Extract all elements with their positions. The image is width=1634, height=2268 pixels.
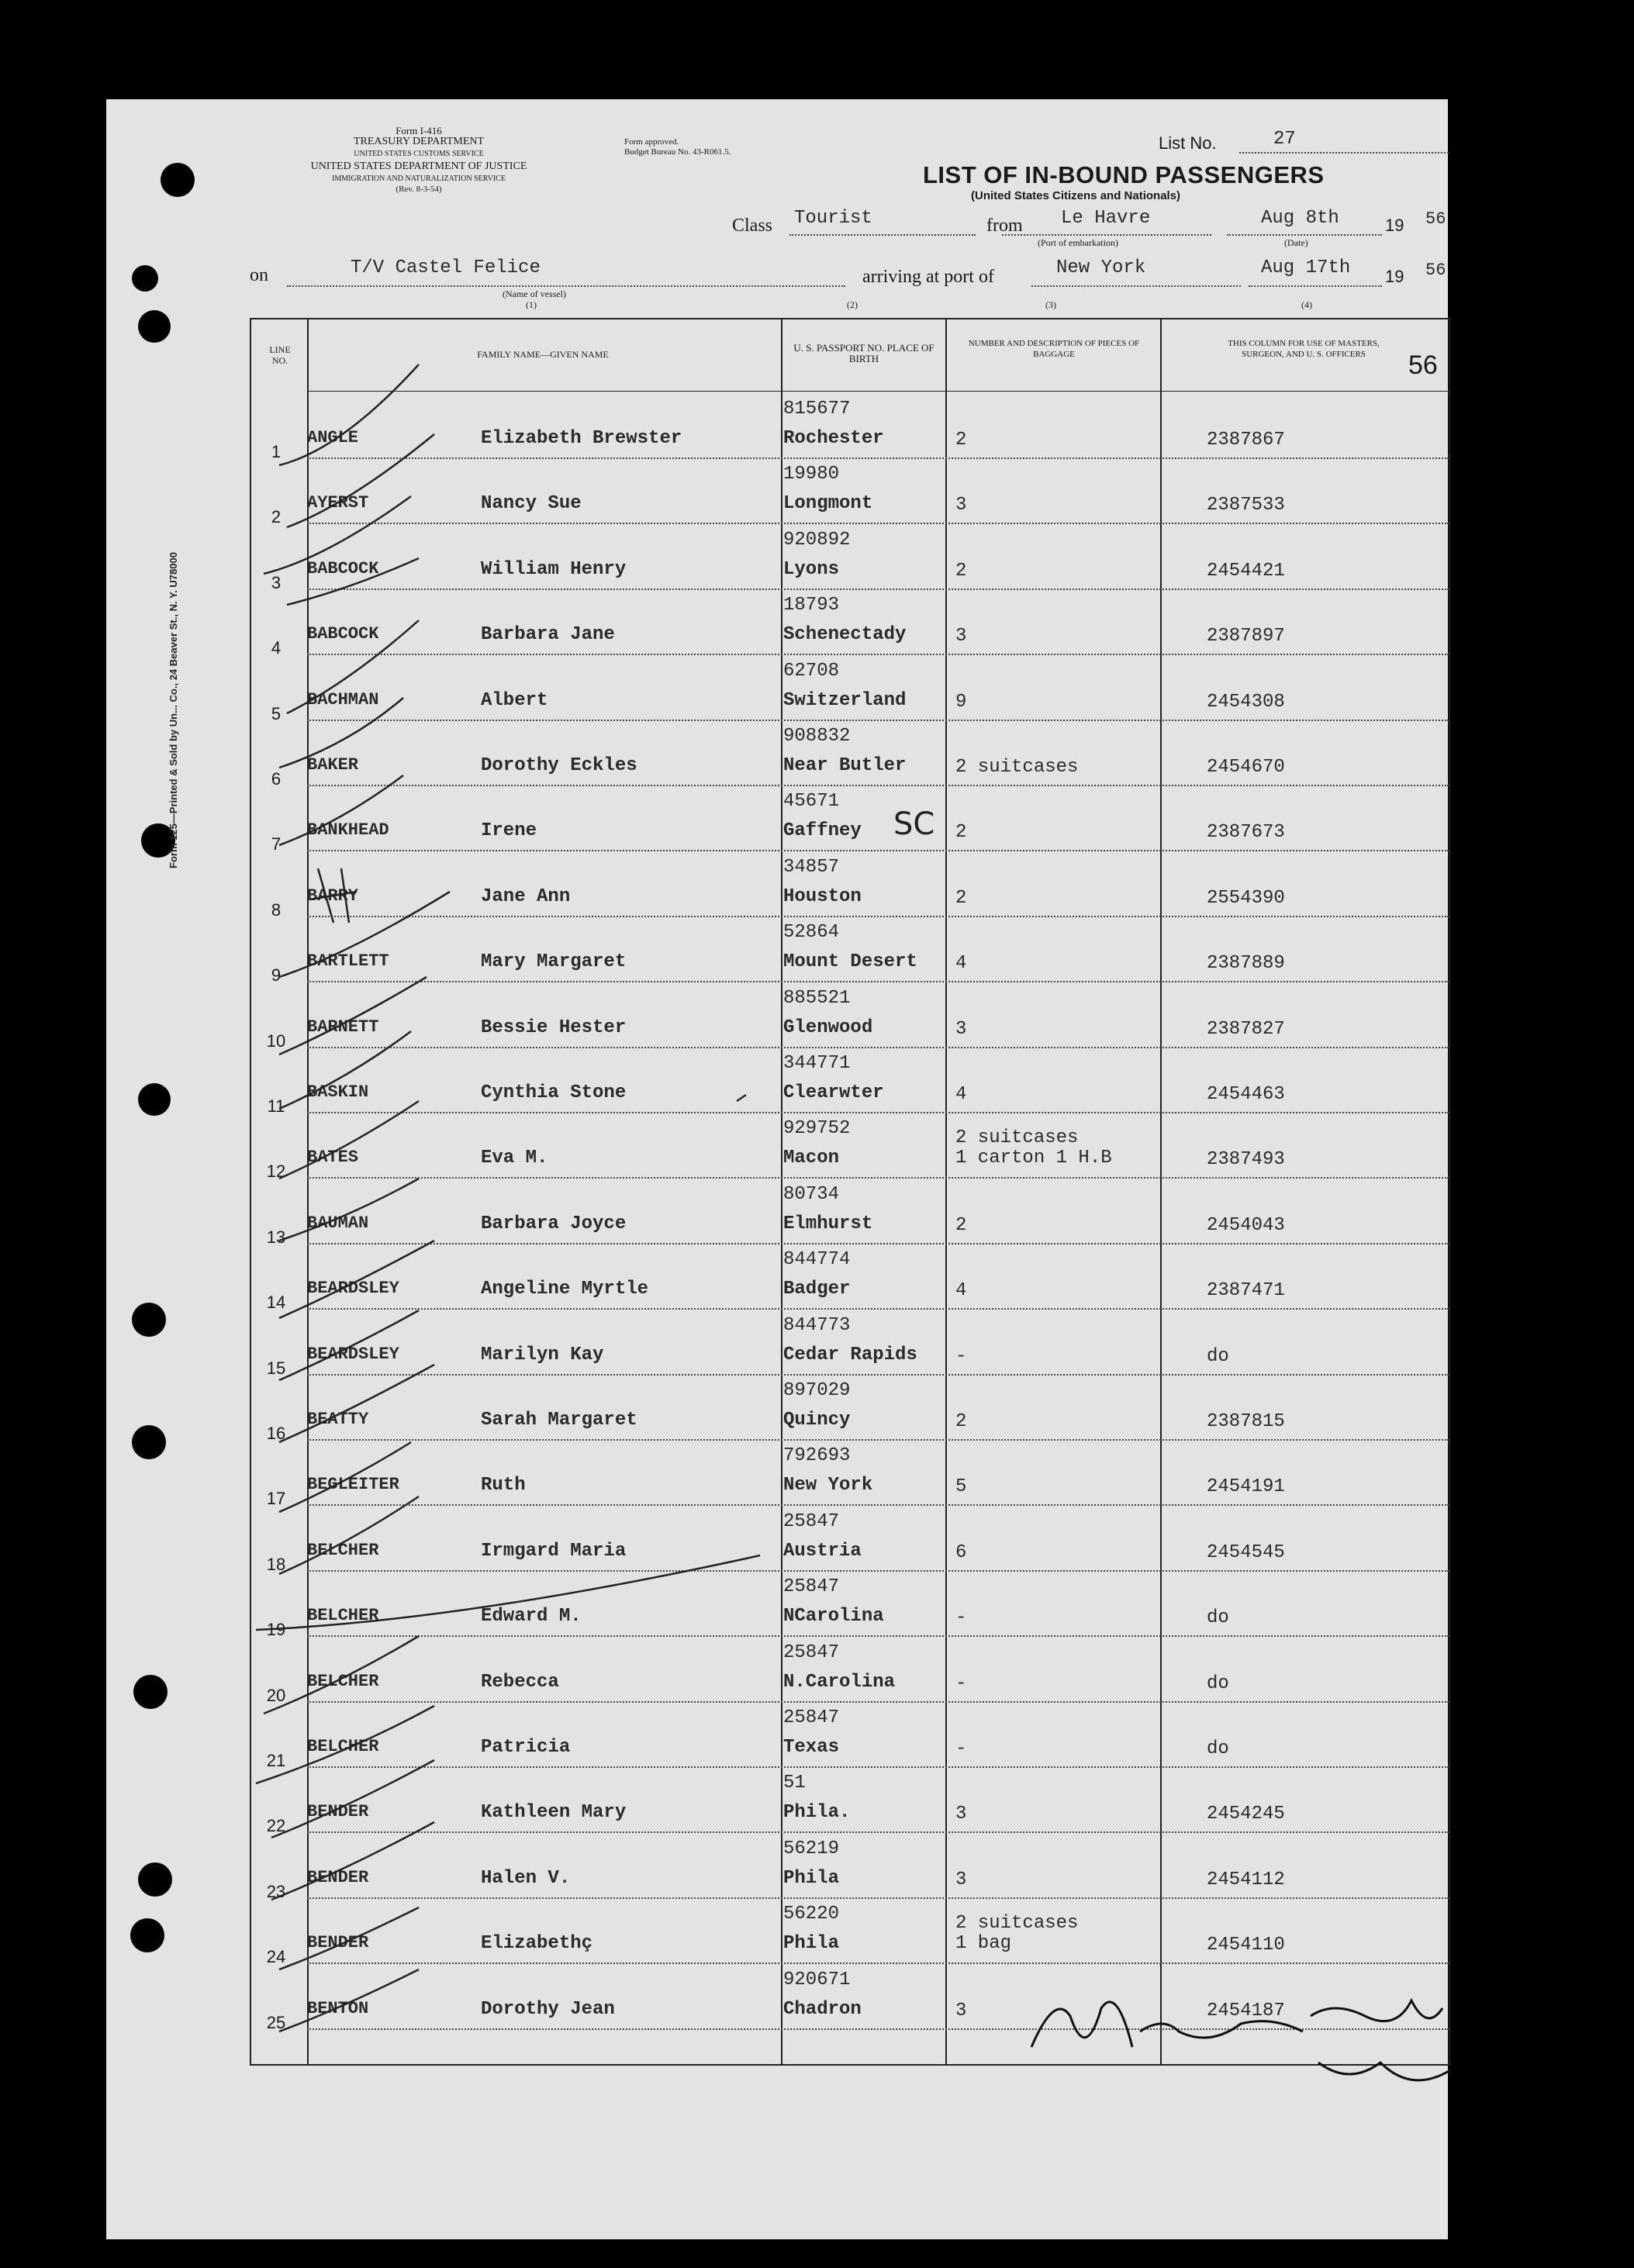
class-line <box>789 234 976 236</box>
passport-number: 19980 <box>783 464 840 485</box>
baggage: 3 <box>955 2000 967 2021</box>
row-dotted-line <box>307 2028 1449 2030</box>
passport-number: 897029 <box>783 1380 851 1401</box>
row-dotted-line <box>307 1701 1449 1703</box>
ins-service: IMMIGRATION AND NATURALIZATION SERVICE <box>332 174 506 183</box>
row-dotted-line <box>307 1766 1449 1768</box>
row-dotted-line <box>307 916 1449 917</box>
officer-entry: 2387867 <box>1207 430 1285 450</box>
officer-entry: do <box>1207 1673 1229 1694</box>
place-of-birth: Badger <box>783 1279 851 1300</box>
family-name: BARNETT <box>307 1017 379 1037</box>
family-name: BABCOCK <box>307 624 379 644</box>
arrival-year: 56 <box>1425 261 1446 280</box>
passport-number: 18793 <box>783 595 840 616</box>
place-of-birth: N.Carolina <box>783 1671 896 1693</box>
family-name: AYERST <box>307 493 369 513</box>
place-of-birth: Chadron <box>783 1998 862 2020</box>
passport-number: 929752 <box>783 1118 851 1140</box>
row-dotted-line <box>307 785 1449 786</box>
given-name: William Henry <box>481 558 627 580</box>
baggage: 2 <box>955 822 967 844</box>
given-name: Jane Ann <box>481 885 571 907</box>
line-number: 12 <box>266 1162 286 1182</box>
line-number: 6 <box>271 769 282 789</box>
header-line-no: LINE NO. <box>269 344 291 366</box>
place-of-birth: Phila. <box>783 1802 851 1824</box>
baggage: 4 <box>955 1084 967 1105</box>
place-of-birth: Clearwter <box>783 1082 884 1103</box>
family-name: BELCHER <box>307 1540 379 1560</box>
place-of-birth: Gaffney <box>783 820 862 842</box>
baggage: - <box>955 1673 967 1694</box>
punch-hole <box>133 1675 168 1709</box>
passport-number: 56220 <box>783 1904 840 1925</box>
embark-caption: (Port of embarkation) <box>1038 237 1118 248</box>
table-left-border <box>250 318 251 2066</box>
line-number: 2 <box>271 507 282 527</box>
passport-number: 25847 <box>783 1707 840 1728</box>
passport-number: 51 <box>783 1773 806 1794</box>
officer-entry: do <box>1207 1738 1229 1759</box>
row-dotted-line <box>307 1243 1449 1244</box>
line-number: 23 <box>266 1881 286 1901</box>
place-of-birth: Austria <box>783 1540 862 1562</box>
printer-imprint: Form 125—Printed & Sold by Un... Co., 24 Beaver St., N. Y. U78000 <box>168 552 179 868</box>
budget-bureau: Budget Bureau No. 43-R061.5. <box>624 147 731 157</box>
line-number: 1 <box>271 442 282 461</box>
line-number: 9 <box>271 965 282 986</box>
date-caption: (Date) <box>1284 237 1308 248</box>
line-number: 21 <box>266 1751 286 1770</box>
given-name: Elizabethç <box>481 1933 593 1955</box>
family-name: BELCHER <box>307 1737 379 1756</box>
passport-number: 815677 <box>783 399 851 419</box>
baggage-extra: 1 bag <box>955 1933 1012 1955</box>
baggage: 5 <box>955 1476 967 1498</box>
officer-entry: 2387673 <box>1207 822 1285 844</box>
place-of-birth: Switzerland <box>783 689 907 711</box>
given-name: Edward M. <box>481 1606 582 1628</box>
punch-hole <box>130 1918 164 1952</box>
row-dotted-line <box>307 1374 1449 1376</box>
family-name: BARRY <box>307 885 359 906</box>
line-number: 18 <box>266 1554 286 1574</box>
passport-number: 52864 <box>783 922 840 944</box>
officer-entry: do <box>1207 1607 1229 1629</box>
page-subtitle: (United States Citizens and Nationals) <box>971 189 1181 202</box>
line-number: 24 <box>266 1947 286 1967</box>
header-passport: U. S. PASSPORT NO. PLACE OF BIRTH <box>793 342 934 364</box>
table-bottom-border <box>250 2064 1450 2066</box>
passport-number: 25847 <box>783 1576 840 1598</box>
officer-entry: 2454110 <box>1207 1935 1285 1956</box>
punch-hole <box>138 310 171 343</box>
place-of-birth: Macon <box>783 1148 840 1169</box>
punch-hole <box>161 163 195 197</box>
line-number: 7 <box>271 834 282 854</box>
punch-hole <box>138 1862 172 1897</box>
family-name: ANGLE <box>307 428 359 447</box>
place-of-birth: Mount Desert <box>783 951 917 973</box>
given-name: Dorothy Eckles <box>481 755 637 776</box>
line-number: 17 <box>266 1489 286 1509</box>
vessel-line <box>287 285 845 287</box>
line-number: 3 <box>271 572 282 592</box>
officer-entry: 2454308 <box>1207 691 1285 713</box>
header-officers: THIS COLUMN FOR USE OF MASTERS, SURGEON, AND U. S. OFFICERS <box>1228 339 1380 359</box>
baggage: 2 <box>955 887 967 909</box>
customs-service: UNITED STATES CUSTOMS SERVICE <box>354 150 484 158</box>
row-dotted-line <box>307 589 1449 590</box>
family-name: BANKHEAD <box>307 820 389 841</box>
officer-entry: 2454187 <box>1207 2000 1285 2021</box>
place-of-birth: Houston <box>783 885 862 907</box>
family-name: BELCHER <box>307 1606 379 1626</box>
row-dotted-line <box>307 1439 1449 1441</box>
family-name: BAKER <box>307 755 359 775</box>
justice-dept: UNITED STATES DEPARTMENT OF JUSTICE <box>310 161 527 172</box>
col-divider-baggage <box>1160 318 1162 2066</box>
baggage: 2 <box>955 1411 967 1432</box>
baggage-extra: 1 carton 1 H.B <box>955 1148 1112 1169</box>
passport-number: 344771 <box>783 1053 851 1074</box>
table-right-border <box>1449 318 1450 2066</box>
list-no-label: List No. <box>1159 133 1217 153</box>
given-name: Patricia <box>481 1737 571 1758</box>
arrival-port-line <box>1031 285 1241 287</box>
treasury-dept: TREASURY DEPARTMENT <box>353 136 485 147</box>
class-label: Class <box>732 216 773 236</box>
header-baggage: NUMBER AND DESCRIPTION OF PIECES OF BAGGAGE <box>968 339 1140 359</box>
line-number: 25 <box>266 2012 286 2032</box>
given-name: Elizabeth Brewster <box>481 428 682 449</box>
place-of-birth: Cedar Rapids <box>783 1344 917 1365</box>
passport-number: 25847 <box>783 1641 840 1663</box>
passport-number: 844774 <box>783 1249 851 1271</box>
given-name: Albert <box>481 689 548 711</box>
line-number: 19 <box>266 1620 286 1640</box>
passport-number: 34857 <box>783 856 840 878</box>
page-title: LIST OF IN-BOUND PASSENGERS <box>923 161 1325 188</box>
row-dotted-line <box>307 1897 1449 1899</box>
passport-number: 62708 <box>783 660 840 682</box>
baggage: 2 suitcases <box>955 757 1079 778</box>
arrival-date: Aug 17th <box>1261 257 1351 278</box>
given-name: Barbara Jane <box>481 624 615 646</box>
row-dotted-line <box>307 1047 1449 1048</box>
row-dotted-line <box>307 1504 1449 1506</box>
officer-entry: 2387889 <box>1207 953 1285 975</box>
family-name: BACHMAN <box>307 689 379 709</box>
passport-number: 45671 <box>783 791 840 813</box>
row-dotted-line <box>307 1831 1449 1833</box>
given-name: Dorothy Jean <box>481 1998 615 2020</box>
place-of-birth: Phila <box>783 1933 840 1955</box>
from-label: from <box>986 216 1023 236</box>
form-number: Form I-416 <box>396 125 442 136</box>
given-name: Kathleen Mary <box>481 1802 627 1824</box>
baggage: 3 <box>955 1804 967 1825</box>
officer-entry: do <box>1207 1345 1229 1367</box>
place-of-birth: Phila <box>783 1867 840 1889</box>
family-name: BENTON <box>307 1998 369 2018</box>
punch-hole <box>132 1425 166 1459</box>
given-name: Marilyn Kay <box>481 1344 604 1365</box>
line-number: 11 <box>267 1096 285 1116</box>
family-name: BEGLEITER <box>307 1475 399 1495</box>
line-number: 22 <box>266 1816 286 1836</box>
place-of-birth: Texas <box>783 1737 840 1758</box>
line-number: 14 <box>266 1293 286 1313</box>
depart-year: 56 <box>1425 209 1446 229</box>
family-name: BARTLETT <box>307 951 389 972</box>
baggage: 2 <box>955 1214 967 1236</box>
place-of-birth: NCarolina <box>783 1606 884 1628</box>
baggage: 4 <box>955 953 967 975</box>
given-name: Angeline Myrtle <box>481 1279 649 1300</box>
place-of-birth: Rochester <box>783 428 884 449</box>
family-name: BELCHER <box>307 1671 379 1691</box>
passport-number: 80734 <box>783 1183 840 1205</box>
baggage: 3 <box>955 495 967 516</box>
family-name: BAUMAN <box>307 1213 369 1233</box>
family-name: BEATTY <box>307 1410 369 1429</box>
line-number: 15 <box>266 1358 286 1378</box>
line-number: 20 <box>266 1685 286 1705</box>
row-dotted-line <box>307 1177 1449 1179</box>
line-number: 16 <box>266 1424 286 1443</box>
baggage: 2 suitcases <box>955 1127 1079 1149</box>
row-dotted-line <box>307 1962 1449 1964</box>
family-name: BASKIN <box>307 1082 369 1102</box>
header-name: FAMILY NAME—GIVEN NAME <box>477 349 609 360</box>
row-dotted-line <box>307 1635 1449 1637</box>
given-name: Irmgard Maria <box>481 1540 627 1562</box>
officer-entry: 2387493 <box>1207 1149 1285 1171</box>
arriving-label: arriving at port of <box>862 267 994 287</box>
passport-number: 844773 <box>783 1314 851 1336</box>
passport-number: 908832 <box>783 726 851 747</box>
family-name: BABCOCK <box>307 558 379 578</box>
place-of-birth: Glenwood <box>783 1017 873 1038</box>
family-name: BENDER <box>307 1867 369 1887</box>
line-number: 8 <box>271 899 282 920</box>
baggage: - <box>955 1607 967 1629</box>
handwritten-sc: SC <box>893 806 935 842</box>
given-name: Halen V. <box>481 1867 571 1889</box>
given-name: Sarah Margaret <box>481 1410 637 1431</box>
officer-entry: 2454245 <box>1207 1804 1285 1825</box>
caption-3: (3) <box>1045 299 1056 310</box>
row-dotted-line <box>307 1308 1449 1310</box>
officer-entry: 2454463 <box>1207 1084 1285 1105</box>
baggage: 2 suitcases <box>955 1913 1079 1935</box>
passport-number: 56219 <box>783 1838 840 1859</box>
row-dotted-line <box>307 457 1449 459</box>
officer-entry: 2387533 <box>1207 495 1285 516</box>
officer-entry: 2387815 <box>1207 1411 1285 1432</box>
given-name: Irene <box>481 820 537 842</box>
family-name: BEARDSLEY <box>307 1344 399 1364</box>
officer-entry: 2387827 <box>1207 1018 1285 1040</box>
arrival-port: New York <box>1056 257 1146 278</box>
officer-entry: 2454421 <box>1207 560 1285 582</box>
list-no-line <box>1239 152 1449 154</box>
officer-entry: 2454670 <box>1207 757 1285 778</box>
baggage: 2 <box>955 560 967 582</box>
given-name: Cynthia Stone <box>481 1082 627 1103</box>
given-name: Rebecca <box>481 1671 559 1693</box>
officer-entry: 2454191 <box>1207 1476 1285 1498</box>
baggage: 9 <box>955 691 967 713</box>
family-name: BENDER <box>307 1933 369 1953</box>
family-name: BENDER <box>307 1802 369 1822</box>
form-approved: Form approved. <box>624 137 679 147</box>
line-number: 13 <box>266 1227 286 1247</box>
baggage: 6 <box>955 1541 967 1563</box>
line-number: 5 <box>271 703 282 723</box>
on-label: on <box>250 265 268 285</box>
line-number: 4 <box>271 638 282 658</box>
given-name: Ruth <box>481 1475 526 1496</box>
officer-entry: 2454112 <box>1207 1869 1285 1890</box>
officer-entry: 2454545 <box>1207 1541 1285 1563</box>
caption-2: (2) <box>847 299 858 310</box>
year-prefix-arrival: 19 <box>1385 267 1404 286</box>
line-number: 10 <box>266 1030 286 1051</box>
baggage: 3 <box>955 1018 967 1040</box>
row-dotted-line <box>307 1570 1449 1572</box>
vessel-name: T/V Castel Felice <box>351 257 541 278</box>
place-of-birth: New York <box>783 1475 873 1496</box>
punch-hole <box>132 1303 166 1337</box>
row-dotted-line <box>307 981 1449 982</box>
baggage: 3 <box>955 626 967 647</box>
place-of-birth: Elmhurst <box>783 1213 873 1234</box>
passport-number: 920892 <box>783 529 851 551</box>
baggage: 4 <box>955 1280 967 1302</box>
officer-entry: 2387897 <box>1207 626 1285 647</box>
caption-4: (4) <box>1301 299 1312 310</box>
date-line <box>1227 234 1382 236</box>
revision: (Rev. 8-3-54) <box>396 185 442 194</box>
officer-note: 56 <box>1408 350 1438 380</box>
passport-number: 885521 <box>783 987 851 1009</box>
row-dotted-line <box>307 720 1449 721</box>
officer-entry: 2387471 <box>1207 1280 1285 1302</box>
place-of-birth: Near Butler <box>783 755 907 776</box>
family-name: BATES <box>307 1148 359 1168</box>
given-name: Eva M. <box>481 1148 548 1169</box>
baggage: 3 <box>955 1869 967 1890</box>
embark-line <box>1002 234 1211 236</box>
col-divider-passport <box>945 318 947 2066</box>
given-name: Mary Margaret <box>481 951 627 973</box>
place-of-birth: Quincy <box>783 1410 851 1431</box>
officer-entry: 2454043 <box>1207 1214 1285 1236</box>
row-dotted-line <box>307 850 1449 851</box>
arrival-date-line <box>1249 285 1382 287</box>
given-name: Barbara Joyce <box>481 1213 627 1234</box>
caption-1: (1) <box>526 299 537 310</box>
punch-hole <box>132 265 158 292</box>
place-of-birth: Schenectady <box>783 624 907 646</box>
embark-port: Le Havre <box>1061 208 1151 229</box>
row-dotted-line <box>307 654 1449 655</box>
col-divider-name <box>781 318 782 2066</box>
place-of-birth: Lyons <box>783 558 840 580</box>
row-dotted-line <box>307 523 1449 524</box>
class-value: Tourist <box>794 208 872 229</box>
row-dotted-line <box>307 1112 1449 1113</box>
passport-number: 792693 <box>783 1445 851 1467</box>
list-no-value: 27 <box>1273 129 1296 150</box>
year-prefix: 19 <box>1385 216 1404 235</box>
officer-entry: 2554390 <box>1207 887 1285 909</box>
baggage: - <box>955 1345 967 1367</box>
passport-number: 920671 <box>783 1969 851 1990</box>
given-name: Nancy Sue <box>481 493 582 515</box>
given-name: Bessie Hester <box>481 1017 627 1038</box>
vessel-caption: (Name of vessel) <box>503 288 566 299</box>
punch-hole <box>138 1083 171 1116</box>
header-underline <box>307 391 1449 392</box>
place-of-birth: Longmont <box>783 493 873 515</box>
table-top-border <box>250 318 1450 319</box>
depart-date: Aug 8th <box>1261 208 1339 229</box>
passport-number: 25847 <box>783 1510 840 1532</box>
baggage: 2 <box>955 430 967 450</box>
baggage: - <box>955 1738 967 1759</box>
family-name: BEARDSLEY <box>307 1279 399 1299</box>
